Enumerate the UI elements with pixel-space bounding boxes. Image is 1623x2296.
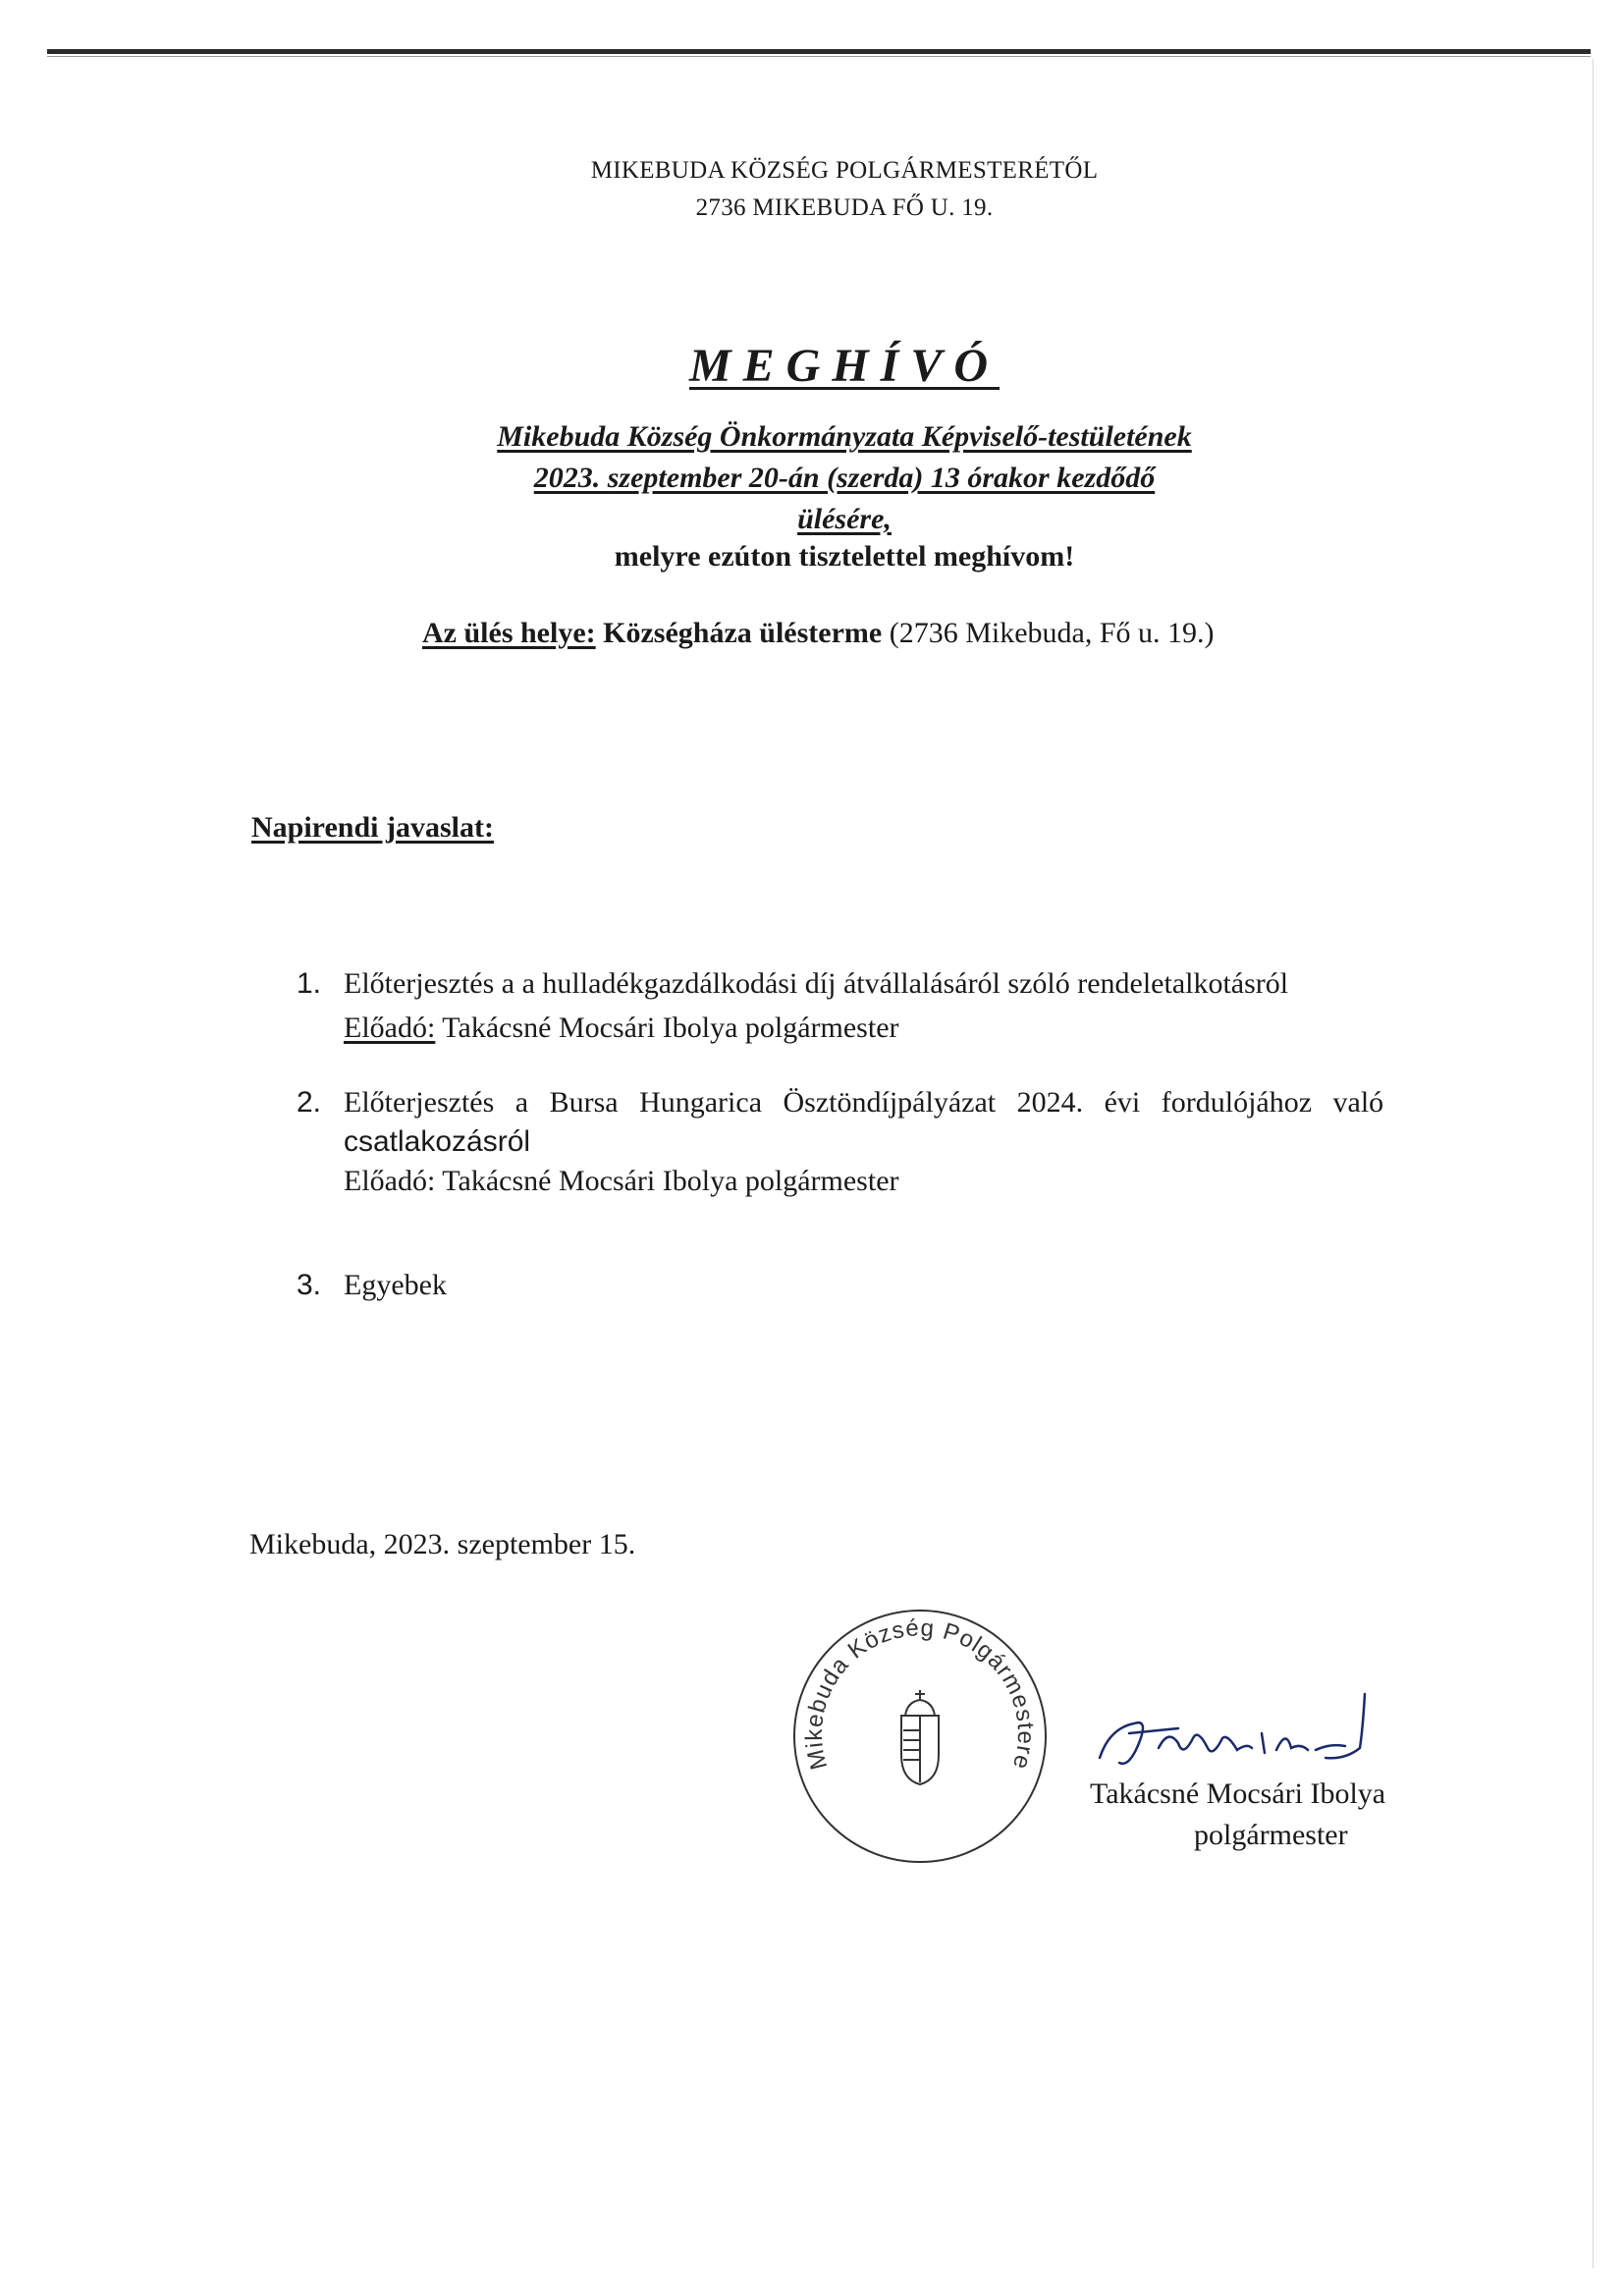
- invite-line-1: Mikebuda Község Önkormányzata Képviselő-testületének: [497, 420, 1192, 453]
- signatory-name: Takácsné Mocsári Ibolya: [1090, 1777, 1386, 1810]
- top-border-line-thin: [47, 56, 1591, 57]
- presenter-name: Takácsné Mocsári Ibolya polgármester: [442, 1011, 899, 1044]
- sender-line-1: MIKEBUDA KÖZSÉG POLGÁRMESTERÉTŐL: [590, 157, 1099, 184]
- signatory-title: polgármester: [1194, 1819, 1348, 1851]
- location-place: Községháza ülésterme: [603, 617, 883, 649]
- document-title: [0, 339, 1623, 393]
- presenter-label: Előadó:: [344, 1011, 436, 1044]
- meeting-location: [422, 617, 1215, 650]
- invite-line-3: ülésére,: [797, 503, 892, 535]
- agenda-item-1-text: Előterjesztés a a hulladékgazdálkodási díj átvállalásáról szóló rendeletalkotásról: [344, 967, 1289, 1000]
- location-address: (2736 Mikebuda, Fő u. 19.): [889, 617, 1215, 649]
- presenter-label: Előadó:: [344, 1165, 436, 1197]
- official-stamp: [791, 1608, 1049, 1865]
- handwritten-signature: [1080, 1689, 1394, 1777]
- agenda-item-1-number: 1.: [297, 967, 322, 1000]
- invite-line-2: 2023. szeptember 20-án (szerda) 13 órakor kezdődő: [533, 462, 1156, 494]
- top-border-line: [47, 49, 1591, 54]
- agenda-item-2-presenter: [344, 1165, 899, 1198]
- agenda-item-2-text-cont: csatlakozásról: [344, 1125, 531, 1158]
- stamp-text: Mikebuda Község Polgármestere: [800, 1614, 1040, 1774]
- agenda-item-3-number: 3.: [297, 1269, 322, 1301]
- coat-of-arms-icon: [901, 1690, 939, 1784]
- location-label: Az ülés helye:: [422, 617, 596, 649]
- presenter-name: Takácsné Mocsári Ibolya polgármester: [442, 1165, 899, 1197]
- sender-line-2: 2736 MIKEBUDA FŐ U. 19.: [695, 194, 994, 221]
- agenda-item-1-presenter: [344, 1011, 899, 1045]
- agenda-heading: Napirendi javaslat:: [251, 811, 494, 844]
- document-title-text: MEGHÍVÓ: [688, 340, 1001, 392]
- agenda-item-2-number: 2.: [297, 1086, 322, 1119]
- agenda-item-3-text: Egyebek: [344, 1269, 447, 1301]
- date-line: Mikebuda, 2023. szeptember 15.: [249, 1528, 636, 1560]
- invite-line-4: melyre ezúton tisztelettel meghívom!: [614, 540, 1075, 573]
- agenda-item-2-text: Előterjesztés a Bursa Hungarica Ösztöndíjpályázat 2024. évi fordulójához való: [344, 1086, 1384, 1119]
